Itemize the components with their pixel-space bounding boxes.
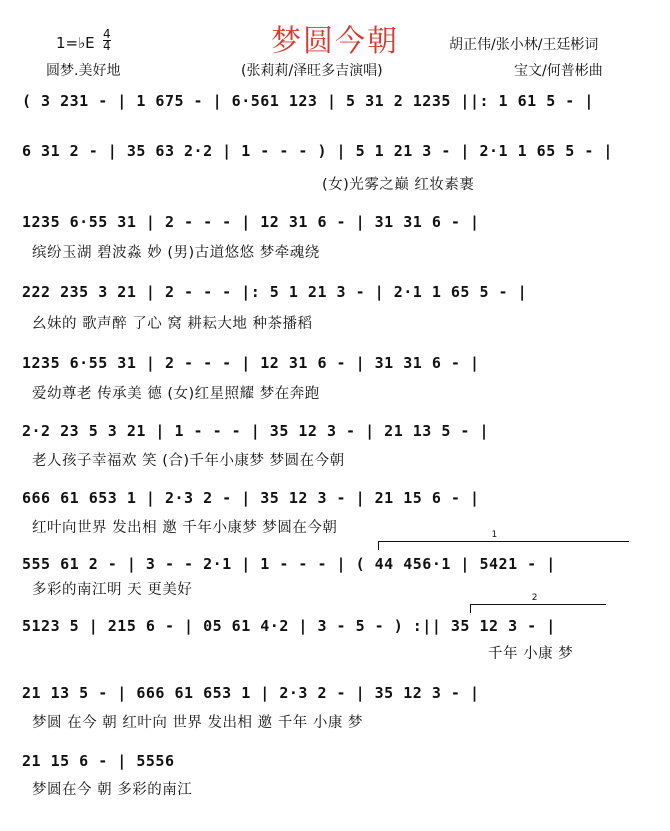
notation-line: 666 61 653 1 | 2·3 2 - | 35 12 3 - | 21 15 6 - | xyxy=(22,489,480,507)
notation-line: 2·2 23 5 3 21 | 1 - - - | 35 12 3 - | 21 13 5 - | xyxy=(22,422,490,440)
time-bottom: 4 xyxy=(103,39,111,53)
volta-number: 2 xyxy=(531,593,538,603)
lyric-line: 千年 小康 梦 xyxy=(488,646,574,662)
lyric-line: 爱幼尊老 传承美 德 (女)红星照耀 梦在奔跑 xyxy=(32,386,320,402)
style-marking: 圆梦.美好地 xyxy=(46,63,121,79)
lyric-line: 梦圆在今 朝 多彩的南江 xyxy=(32,782,193,798)
lyricists: 胡正伟/张小林/王廷彬词 xyxy=(449,37,599,53)
notation-line: 222 235 3 21 | 2 - - - |: 5 1 21 3 - | 2·1 1 65 5 - | xyxy=(22,283,528,301)
notation-line: 21 13 5 - | 666 61 653 1 | 2·3 2 - | 35 12 3 - | xyxy=(22,684,480,702)
composers: 宝文/何普彬曲 xyxy=(514,63,603,79)
notation-line: 5123 5 | 215 6 - | 05 61 4·2 | 3 - 5 - ) :|| 35 12 3 - | xyxy=(22,617,556,635)
notation-line: 21 15 6 - | 5556 xyxy=(22,752,175,770)
notation-line: 555 61 2 - | 3 - - 2·1 | 1 - - - | ( 44 456·1 | 5421 - | xyxy=(22,555,556,573)
volta-bracket xyxy=(470,593,606,613)
lyric-line: 幺妹的 歌声醉 了心 窝 耕耘大地 种茶播稻 xyxy=(32,316,313,332)
lyric-line: 缤纷玉湖 碧波淼 妙 (男)古道悠悠 梦牵魂绕 xyxy=(32,245,320,261)
volta-number: 1 xyxy=(491,530,498,540)
notation-line: 1235 6·55 31 | 2 - - - | 12 31 6 - | 31 31 6 - | xyxy=(22,213,480,231)
lyric-line: 老人孩子幸福欢 笑 (合)千年小康梦 梦圆在今朝 xyxy=(32,453,345,469)
volta-bracket xyxy=(378,530,629,550)
time-signature xyxy=(103,29,111,52)
singers: (张莉莉/泽旺多吉演唱) xyxy=(241,63,383,79)
notation-line: ( 3 231 - | 1 675 - | 6·561 123 | 5 31 2 1235 ||: 1 61 5 - | xyxy=(22,92,594,110)
lyric-line: 红叶向世界 发出相 邀 千年小康梦 梦圆在今朝 xyxy=(32,520,338,536)
lyric-line: (女)光雾之巅 红妆素裹 xyxy=(322,177,475,193)
title: 梦圆今朝 xyxy=(271,24,399,59)
key-signature: 1=♭E xyxy=(56,34,95,52)
time-top: 4 xyxy=(103,27,111,41)
notation-line: 1235 6·55 31 | 2 - - - | 12 31 6 - | 31 31 6 - | xyxy=(22,354,480,372)
lyric-line: 梦圆 在今 朝 红叶向 世界 发出相 邀 千年 小康 梦 xyxy=(32,715,363,731)
notation-line: 6 31 2 - | 35 63 2·2 | 1 - - - ) | 5 1 21 3 - | 2·1 1 65 5 - | xyxy=(22,142,613,160)
lyric-line: 多彩的南江明 天 更美好 xyxy=(32,582,193,598)
